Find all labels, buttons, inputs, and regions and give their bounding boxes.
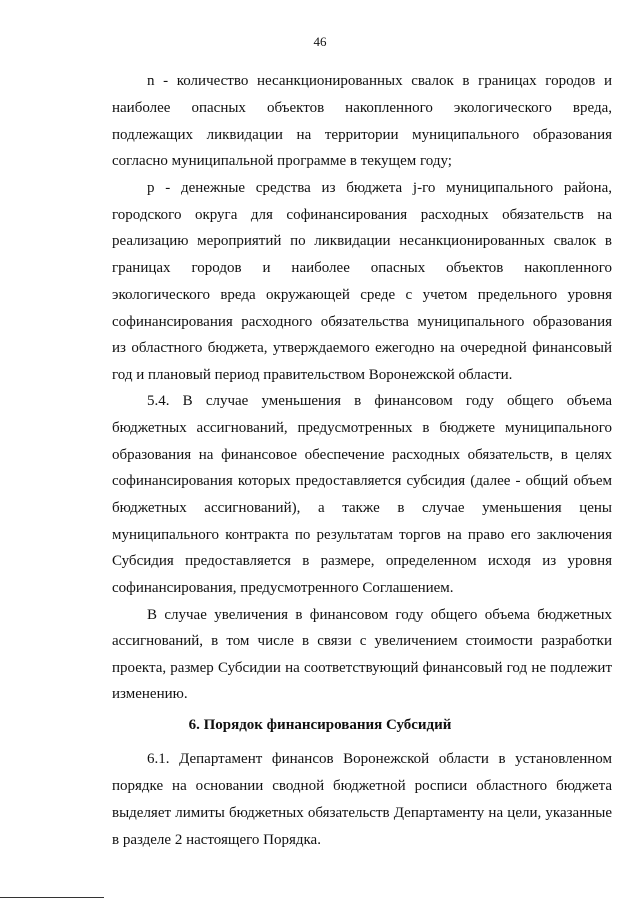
text-line: порядке на основании сводной бюджетной росписи областного бюджета xyxy=(112,778,612,794)
text-line: образования на финансовое обеспечение расходных обязательств, в целях xyxy=(112,447,612,463)
page-number: 46 xyxy=(313,34,327,49)
text-line: бюджетных ассигнований, предусмотренных в бюджете муниципального xyxy=(112,420,612,436)
text-line: наиболее опасных объектов накопленного экологического вреда, xyxy=(112,100,612,116)
text-line: муниципального контракта по результатам торгов на право его заключения xyxy=(112,527,612,543)
text-line: городского округа для софинансирования расходных обязательств на xyxy=(112,207,612,223)
text-line: p - денежные средства из бюджета j-го муниципального района, xyxy=(147,180,612,196)
text-line: В случае увеличения в финансовом году общего объема бюджетных xyxy=(147,607,612,623)
text-line: софинансирования, предусмотренного Соглашением. xyxy=(112,580,454,596)
text-line: софинансирования которых предоставляется субсидия (далее - общий объем xyxy=(112,473,612,489)
text-line: год и плановый период правительством Воронежской области. xyxy=(112,367,513,383)
text-line: согласно муниципальной программе в текущем году; xyxy=(112,153,452,169)
text-line: Субсидия предоставляется в размере, определенном исходя из уровня xyxy=(112,553,612,569)
footer-rule xyxy=(0,897,104,898)
text-line: 6.1. Департамент финансов Воронежской области в установленном xyxy=(147,751,612,767)
text-line: софинансирования расходного обязательства муниципального образования xyxy=(112,314,612,330)
text-line: подлежащих ликвидации на территории муниципального образования xyxy=(112,127,612,143)
text-line: в разделе 2 настоящего Порядка. xyxy=(112,832,321,848)
text-line: из областного бюджета, утверждаемого ежегодно на очередной финансовый xyxy=(112,340,612,356)
text-line: границах городов и наиболее опасных объектов накопленного xyxy=(112,260,612,276)
section-heading: 6. Порядок финансирования Субсидий xyxy=(188,717,452,733)
text-line: выделяет лимиты бюджетных обязательств Департаменту на цели, указанные xyxy=(112,805,612,821)
text-line: реализацию мероприятий по ликвидации несанкционированных свалок в xyxy=(112,233,612,249)
text-line: бюджетных ассигнований), а также в случае уменьшения цены xyxy=(112,500,612,516)
text-line: проекта, размер Субсидии на соответствующий финансовый год не подлежит xyxy=(112,660,612,676)
text-line: изменению. xyxy=(112,686,188,702)
text-line: экологического вреда окружающей среде с учетом предельного уровня xyxy=(112,287,612,303)
text-line: n - количество несанкционированных свалок в границах городов и xyxy=(147,73,612,89)
text-line: ассигнований, в том числе в связи с увеличением стоимости разработки xyxy=(112,633,612,649)
text-line: 5.4. В случае уменьшения в финансовом году общего объема xyxy=(147,393,612,409)
